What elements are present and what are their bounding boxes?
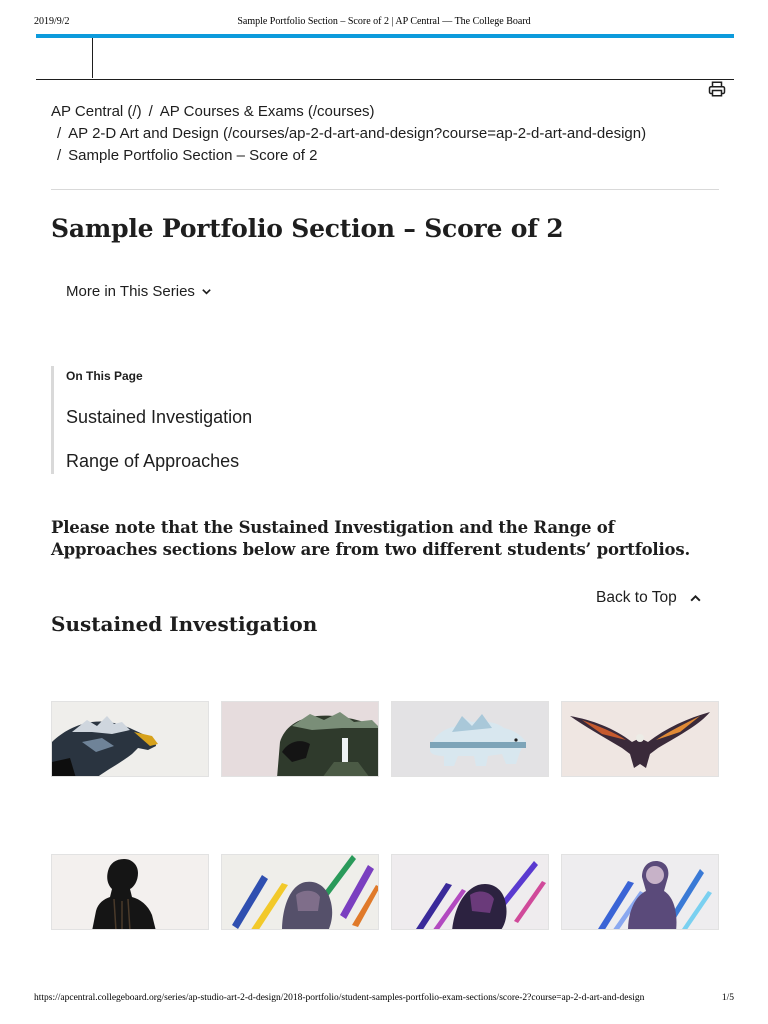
woman-shards-image[interactable] — [561, 854, 719, 930]
breadcrumb-line-2 — [51, 123, 719, 145]
breadcrumb-ap-central[interactable]: AP Central (/) — [51, 103, 142, 120]
purple-villain-shards-image[interactable] — [391, 854, 549, 930]
breadcrumb-ap-courses[interactable]: AP Courses & Exams (/courses) — [159, 103, 375, 120]
more-in-series-label: More in This Series — [66, 283, 195, 300]
print-header — [34, 16, 734, 30]
back-to-top-link[interactable] — [596, 589, 702, 607]
print-footer — [34, 993, 734, 1007]
otp-link-sustained-investigation[interactable]: Sustained Investigation — [66, 407, 253, 427]
breadcrumb-ap-2d-art[interactable]: AP 2-D Art and Design (/courses/ap-2-d-art-and-design?course=ap-2-d-art-and-design) — [68, 125, 647, 142]
thanos-shards-image[interactable] — [221, 854, 379, 930]
breadcrumb-separator: / — [57, 125, 62, 142]
breadcrumb-line-3 — [51, 145, 719, 167]
breadcrumb-divider — [51, 189, 719, 190]
print-page-number: 1/5 — [721, 993, 734, 1003]
more-in-series-toggle[interactable] — [66, 283, 212, 300]
chevron-up-icon — [689, 592, 702, 605]
back-to-top-label: Back to Top — [596, 589, 677, 606]
breadcrumb-separator: / — [148, 103, 153, 120]
nav-divider — [92, 38, 93, 78]
breadcrumb-line-1 — [51, 101, 719, 123]
eagle-sunset-image[interactable] — [561, 701, 719, 777]
print-doc-title: Sample Portfolio Section – Score of 2 | AP Central — The College Board — [237, 16, 531, 27]
on-this-page-nav — [51, 366, 451, 474]
breadcrumb — [51, 101, 719, 167]
polar-bear-iceberg-image[interactable] — [391, 701, 549, 777]
print-footer-url: https://apcentral.collegeboard.org/series/ap-studio-art-2-d-design/2018-portfolio/student-samples-portfolio-exam-sections/score-2?course=ap-2-d-art-and-design — [34, 993, 645, 1003]
on-this-page-heading: On This Page — [66, 369, 143, 383]
otp-link-range-of-approaches[interactable]: Range of Approaches — [66, 451, 240, 471]
eagle-head-mountain-image[interactable] — [51, 701, 209, 777]
breadcrumb-current: Sample Portfolio Section – Score of 2 — [68, 147, 318, 164]
page-title: Sample Portfolio Section – Score of 2 — [51, 214, 564, 243]
person-double-exposure-image[interactable] — [51, 854, 209, 930]
breadcrumb-separator: / — [57, 147, 62, 164]
portfolio-note: Please note that the Sustained Investigation and the Range of Approaches sections below are from two different students’ portfolios. — [51, 518, 690, 559]
print-date: 2019/9/2 — [34, 16, 70, 27]
chevron-down-icon — [201, 286, 212, 297]
printer-icon[interactable] — [708, 80, 726, 98]
panther-waterfall-image[interactable] — [221, 701, 379, 777]
section-title-sustained-investigation: Sustained Investigation — [51, 612, 318, 636]
site-nav-bar — [36, 38, 734, 80]
